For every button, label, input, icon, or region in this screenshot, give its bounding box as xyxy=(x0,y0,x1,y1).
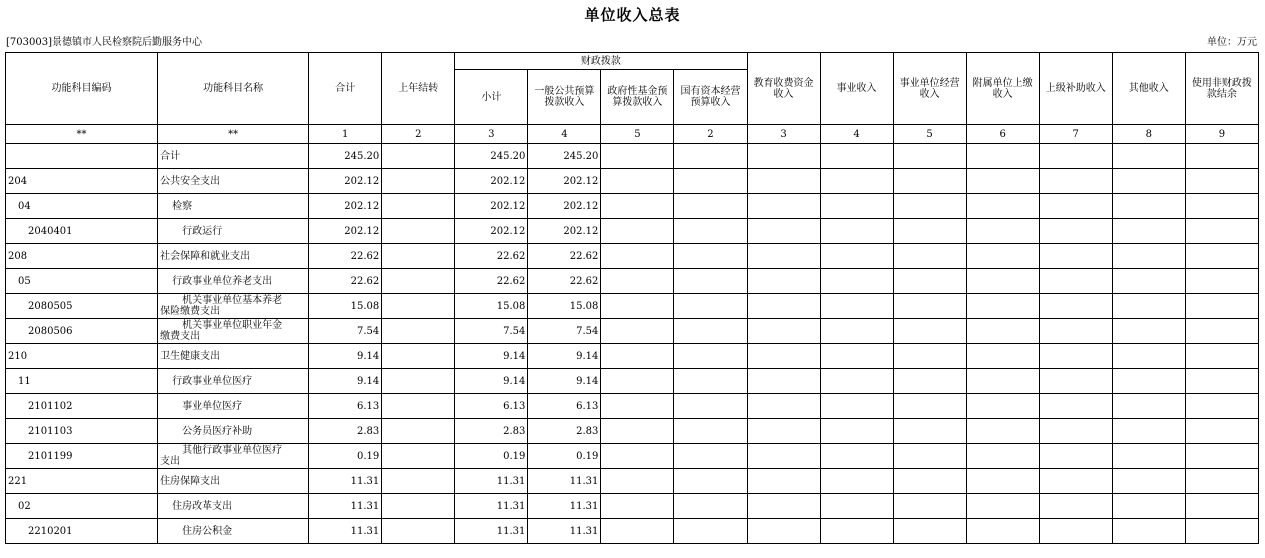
subtotal-cell: 22.62 xyxy=(455,244,528,269)
name-cell: 行政事业单位医疗 xyxy=(158,369,309,394)
subtotal-cell: 202.12 xyxy=(455,194,528,219)
general-budget-cell: 6.13 xyxy=(528,394,601,419)
code-cell: 2101102 xyxy=(6,394,158,419)
subtotal-cell: 6.13 xyxy=(455,394,528,419)
table-row xyxy=(6,219,1259,244)
general-budget-cell: 2.83 xyxy=(528,419,601,444)
total-cell: 9.14 xyxy=(309,344,382,369)
code-cell: 2210201 xyxy=(6,519,158,544)
total-cell: 202.12 xyxy=(309,194,382,219)
general-budget-cell: 202.12 xyxy=(528,169,601,194)
table-row xyxy=(6,344,1259,369)
index-cell: 8 xyxy=(1112,125,1185,144)
subtotal-cell: 15.08 xyxy=(455,294,528,319)
carryover-cell xyxy=(382,194,455,219)
code-cell: 2040401 xyxy=(6,219,158,244)
carryover-cell xyxy=(382,444,455,469)
table-row xyxy=(6,244,1259,269)
table-row xyxy=(6,419,1259,444)
carryover-cell xyxy=(382,519,455,544)
general-budget-cell: 0.19 xyxy=(528,444,601,469)
name-cell: 合计 xyxy=(158,144,309,169)
subtotal-cell: 22.62 xyxy=(455,269,528,294)
table-row xyxy=(6,369,1259,394)
header-non-fiscal-balance: 使用非财政拨款结余 xyxy=(1185,53,1258,125)
name-cell: 卫生健康支出 xyxy=(158,344,309,369)
total-cell: 11.31 xyxy=(309,494,382,519)
index-cell: 4 xyxy=(820,125,893,144)
general-budget-cell: 11.31 xyxy=(528,519,601,544)
table-row xyxy=(6,444,1259,469)
table-row xyxy=(6,519,1259,544)
name-cell: 住房公积金 xyxy=(158,519,309,544)
name-cell: 社会保障和就业支出 xyxy=(158,244,309,269)
header-state-capital: 国有资本经营预算收入 xyxy=(674,70,747,125)
table-row xyxy=(6,469,1259,494)
general-budget-cell: 9.14 xyxy=(528,369,601,394)
total-cell: 11.31 xyxy=(309,519,382,544)
code-cell: 2080505 xyxy=(6,294,158,319)
code-cell: 11 xyxy=(6,369,158,394)
general-budget-cell: 245.20 xyxy=(528,144,601,169)
report-title: 单位收入总表 xyxy=(584,6,681,24)
code-cell: 2101199 xyxy=(6,444,158,469)
subtotal-cell: 9.14 xyxy=(455,344,528,369)
table-row xyxy=(6,294,1259,319)
code-cell: 02 xyxy=(6,494,158,519)
name-cell: 行政事业单位养老支出 xyxy=(158,269,309,294)
subtotal-cell: 11.31 xyxy=(455,494,528,519)
name-cell xyxy=(158,444,309,469)
total-cell: 9.14 xyxy=(309,369,382,394)
name-line: 保险缴费支出 xyxy=(160,306,221,317)
index-cell: ** xyxy=(6,125,158,144)
carryover-cell xyxy=(382,369,455,394)
index-cell: 2 xyxy=(674,125,747,144)
carryover-cell xyxy=(382,319,455,344)
name-line: 缴费支出 xyxy=(160,331,201,342)
subtotal-cell: 245.20 xyxy=(455,144,528,169)
general-budget-cell: 11.31 xyxy=(528,494,601,519)
index-cell: 1 xyxy=(309,125,382,144)
name-cell xyxy=(158,294,309,319)
carryover-cell xyxy=(382,294,455,319)
name-line: 支出 xyxy=(160,456,181,467)
table-row xyxy=(6,269,1259,294)
subtotal-cell: 202.12 xyxy=(455,169,528,194)
subtotal-cell: 2.83 xyxy=(455,419,528,444)
total-cell: 6.13 xyxy=(309,394,382,419)
code-cell: 05 xyxy=(6,269,158,294)
general-budget-cell: 22.62 xyxy=(528,269,601,294)
name-cell: 检察 xyxy=(158,194,309,219)
header-business-income: 事业收入 xyxy=(820,53,893,125)
total-cell: 202.12 xyxy=(309,169,382,194)
header-code: 功能科目编码 xyxy=(6,53,158,125)
header-name: 功能科目名称 xyxy=(158,53,309,125)
code-cell: 208 xyxy=(6,244,158,269)
subtotal-cell: 7.54 xyxy=(455,319,528,344)
general-budget-cell: 202.12 xyxy=(528,219,601,244)
code-cell: 04 xyxy=(6,194,158,219)
subtotal-cell: 202.12 xyxy=(455,219,528,244)
carryover-cell xyxy=(382,244,455,269)
header-fiscal-group: 财政拨款 xyxy=(455,53,747,70)
total-cell: 15.08 xyxy=(309,294,382,319)
code-cell: 2080506 xyxy=(6,319,158,344)
table-row xyxy=(6,144,1259,169)
index-cell: 6 xyxy=(966,125,1039,144)
header-gov-fund: 政府性基金预算拨款收入 xyxy=(601,70,674,125)
general-budget-cell: 9.14 xyxy=(528,344,601,369)
subtotal-cell: 0.19 xyxy=(455,444,528,469)
header-general-budget: 一般公共预算拨款收入 xyxy=(528,70,601,125)
code-cell: 210 xyxy=(6,344,158,369)
table-row xyxy=(6,169,1259,194)
name-cell: 住房保障支出 xyxy=(158,469,309,494)
carryover-cell xyxy=(382,169,455,194)
carryover-cell xyxy=(382,219,455,244)
subtotal-cell: 11.31 xyxy=(455,519,528,544)
table-row xyxy=(6,319,1259,344)
table-row xyxy=(6,494,1259,519)
total-cell: 11.31 xyxy=(309,469,382,494)
header-carryover: 上年结转 xyxy=(382,53,455,125)
subtotal-cell: 11.31 xyxy=(455,469,528,494)
header-operating-income: 事业单位经营收入 xyxy=(893,53,966,125)
header-subtotal: 小计 xyxy=(455,70,528,125)
code-cell xyxy=(6,144,158,169)
code-cell: 2101103 xyxy=(6,419,158,444)
total-cell: 22.62 xyxy=(309,244,382,269)
header-other-income: 其他收入 xyxy=(1112,53,1185,125)
index-cell: ** xyxy=(158,125,309,144)
general-budget-cell: 7.54 xyxy=(528,319,601,344)
name-line: 机关事业单位基本养老 xyxy=(182,295,283,306)
name-cell: 公共安全支出 xyxy=(158,169,309,194)
total-cell: 202.12 xyxy=(309,219,382,244)
unit-name: [703003]景德镇市人民检察院后勤服务中心 xyxy=(6,37,202,48)
general-budget-cell: 22.62 xyxy=(528,244,601,269)
carryover-cell xyxy=(382,394,455,419)
table-row xyxy=(6,394,1259,419)
general-budget-cell: 11.31 xyxy=(528,469,601,494)
total-cell: 22.62 xyxy=(309,269,382,294)
index-cell: 5 xyxy=(601,125,674,144)
header-education-fee: 教育收费资金收入 xyxy=(747,53,820,125)
income-summary-table xyxy=(5,52,1259,544)
name-line: 其他行政事业单位医疗 xyxy=(182,445,283,456)
index-cell: 3 xyxy=(455,125,528,144)
carryover-cell xyxy=(382,494,455,519)
index-cell: 4 xyxy=(528,125,601,144)
index-cell: 9 xyxy=(1185,125,1258,144)
name-cell: 住房改革支出 xyxy=(158,494,309,519)
index-cell: 7 xyxy=(1039,125,1112,144)
subtotal-cell: 9.14 xyxy=(455,369,528,394)
name-cell xyxy=(158,319,309,344)
carryover-cell xyxy=(382,419,455,444)
header-total: 合计 xyxy=(309,53,382,125)
name-cell: 公务员医疗补助 xyxy=(158,419,309,444)
index-cell: 3 xyxy=(747,125,820,144)
carryover-cell xyxy=(382,144,455,169)
total-cell: 7.54 xyxy=(309,319,382,344)
header-superior-subsidy: 上级补助收入 xyxy=(1039,53,1112,125)
total-cell: 0.19 xyxy=(309,444,382,469)
code-cell: 221 xyxy=(6,469,158,494)
general-budget-cell: 202.12 xyxy=(528,194,601,219)
index-cell: 5 xyxy=(893,125,966,144)
index-cell: 2 xyxy=(382,125,455,144)
total-cell: 245.20 xyxy=(309,144,382,169)
total-cell: 2.83 xyxy=(309,419,382,444)
code-cell: 204 xyxy=(6,169,158,194)
carryover-cell xyxy=(382,269,455,294)
index-row xyxy=(6,125,1259,144)
name-line: 机关事业单位职业年金 xyxy=(182,320,283,331)
header-affiliated-income: 附属单位上缴收入 xyxy=(966,53,1039,125)
carryover-cell xyxy=(382,344,455,369)
name-cell: 行政运行 xyxy=(158,219,309,244)
currency-unit-label: 单位：万元 xyxy=(1207,37,1257,48)
general-budget-cell: 15.08 xyxy=(528,294,601,319)
carryover-cell xyxy=(382,469,455,494)
name-cell: 事业单位医疗 xyxy=(158,394,309,419)
table-row xyxy=(6,194,1259,219)
